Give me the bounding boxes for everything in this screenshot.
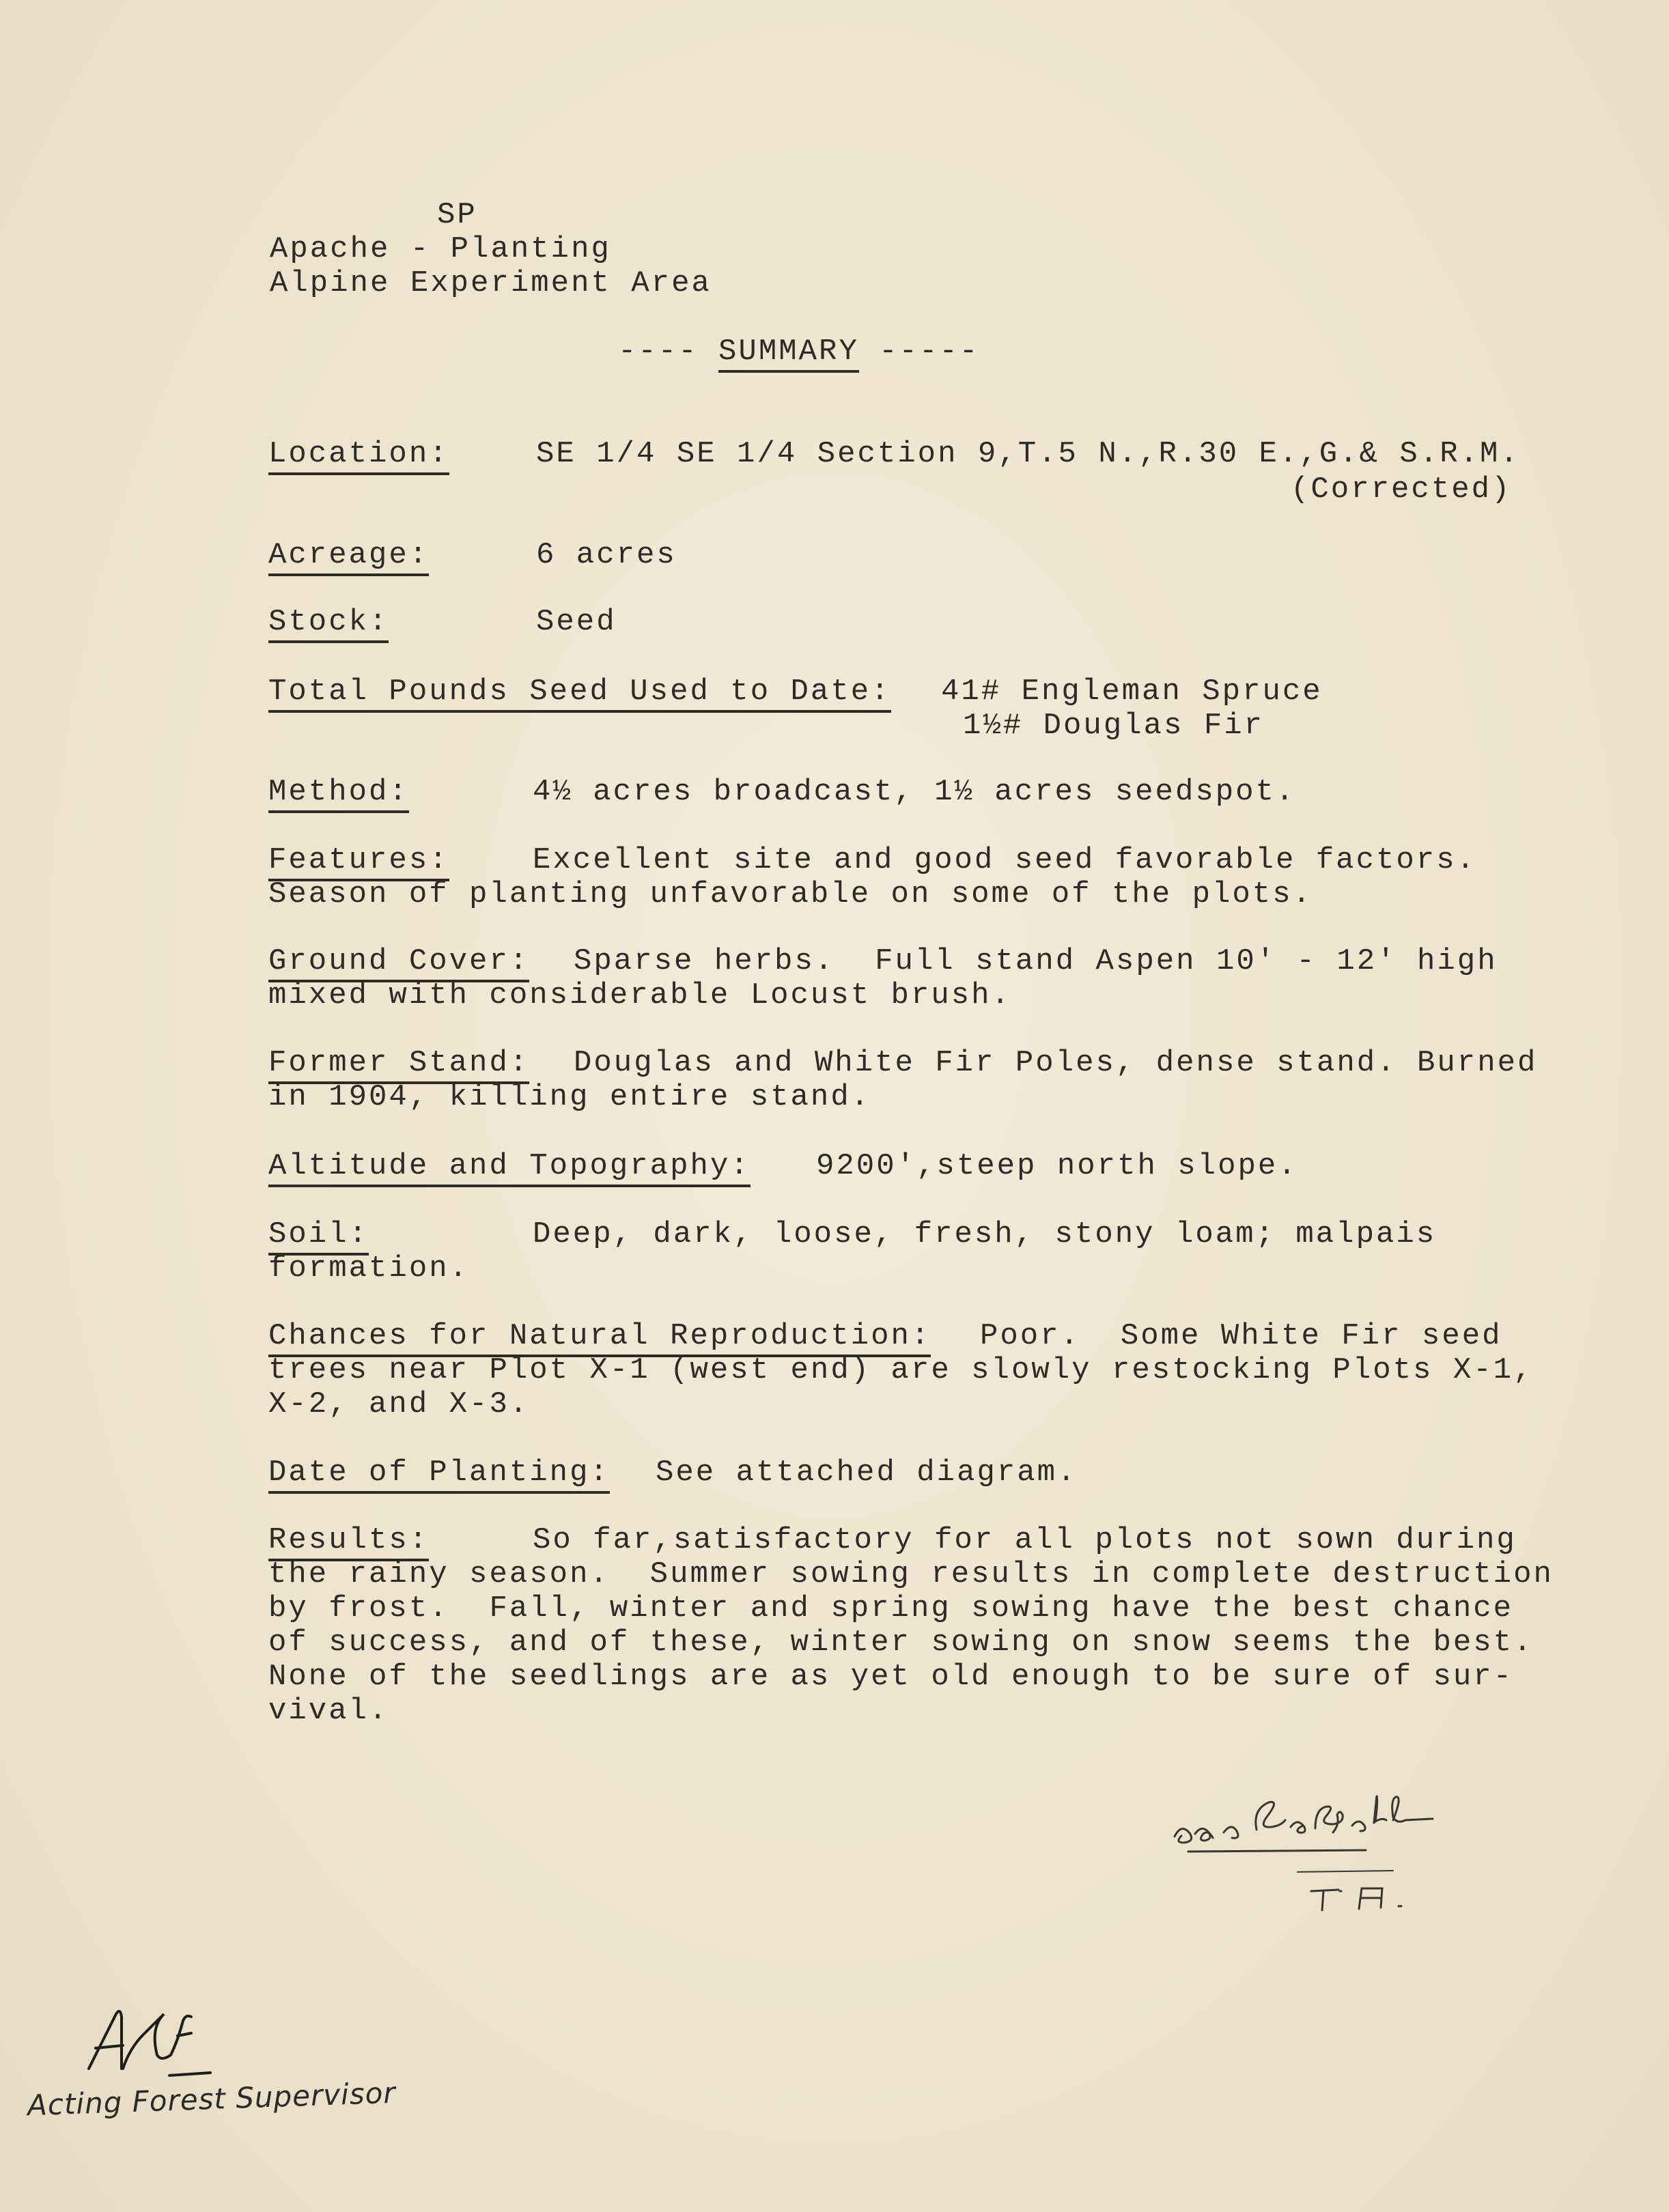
method-label: Method: xyxy=(268,775,409,813)
results-text-5: None of the seedlings are as yet old enough to be sure of sur- xyxy=(268,1660,1514,1694)
header-line1: Apache - Planting xyxy=(270,232,611,266)
former-stand-label: Former Stand: xyxy=(268,1046,529,1084)
former-stand-text-2: in 1904, killing entire stand. xyxy=(268,1080,871,1114)
stock-label: Stock: xyxy=(268,605,389,643)
summary-title-text: SUMMARY xyxy=(718,335,859,373)
signature xyxy=(1161,1789,1489,1925)
summary-title: ---- SUMMARY ----- xyxy=(618,335,979,369)
results-text-2: the rainy season. Summer sowing results in complete destruction xyxy=(268,1557,1554,1591)
soil-text-2: formation. xyxy=(268,1251,470,1286)
ground-cover-text-2: mixed with considerable Locust brush. xyxy=(268,978,1011,1012)
altitude-label: Altitude and Topography: xyxy=(268,1149,751,1187)
stock-value: Seed xyxy=(536,605,617,639)
acreage-label: Acreage: xyxy=(268,538,429,576)
header-code: SP xyxy=(437,198,477,232)
natural-reproduction-text-3: X-2, and X-3. xyxy=(268,1387,530,1421)
acreage-value: 6 acres xyxy=(536,538,677,572)
initials-signature xyxy=(75,1994,239,2089)
date-planting-value: See attached diagram. xyxy=(656,1456,1078,1490)
location-note: (Corrected) xyxy=(1291,472,1512,507)
method-value: 4½ acres broadcast, 1½ acres seedspot. xyxy=(533,775,1296,809)
results-text: So far,satisfactory for all plots not sown during xyxy=(533,1523,1517,1557)
natural-reproduction-text: Poor. Some White Fir seed xyxy=(980,1319,1502,1353)
former-stand-text: Douglas and White Fir Poles, dense stand. Burned xyxy=(574,1046,1538,1080)
features-label: Features: xyxy=(268,843,449,881)
features-text-2: Season of planting unfavorable on some of the plots. xyxy=(268,877,1313,911)
soil-text: Deep, dark, loose, fresh, stony loam; malpais xyxy=(533,1217,1437,1251)
features-text: Excellent site and good seed favorable factors. xyxy=(533,843,1477,877)
total-seed-label: Total Pounds Seed Used to Date: xyxy=(268,675,891,713)
header-line2: Alpine Experiment Area xyxy=(270,266,712,300)
date-planting-label: Date of Planting: xyxy=(268,1456,610,1494)
soil-label: Soil: xyxy=(268,1217,369,1256)
results-text-3: by frost. Fall, winter and spring sowing have the best chance xyxy=(268,1591,1514,1626)
ground-cover-text: Sparse herbs. Full stand Aspen 10' - 12' high xyxy=(574,944,1498,978)
natural-reproduction-label: Chances for Natural Reproduction: xyxy=(268,1319,931,1357)
altitude-value: 9200',steep north slope. xyxy=(816,1149,1298,1183)
location-label: Location: xyxy=(268,437,449,475)
total-seed-line2: 1½# Douglas Fir xyxy=(963,709,1265,743)
acting-supervisor-stamp: Acting Forest Supervisor xyxy=(27,2075,397,2123)
ground-cover-label: Ground Cover: xyxy=(268,944,529,982)
location-value: SE 1/4 SE 1/4 Section 9,T.5 N.,R.30 E.,G.& S.R.M. xyxy=(536,437,1520,471)
natural-reproduction-text-2: trees near Plot X-1 (west end) are slowly restocking Plots X-1, xyxy=(268,1353,1534,1387)
results-label: Results: xyxy=(268,1523,429,1561)
results-text-6: vival. xyxy=(268,1694,389,1728)
results-text-4: of success, and of these, winter sowing on snow seems the best. xyxy=(268,1626,1534,1660)
total-seed-line1: 41# Engleman Spruce xyxy=(941,675,1323,709)
